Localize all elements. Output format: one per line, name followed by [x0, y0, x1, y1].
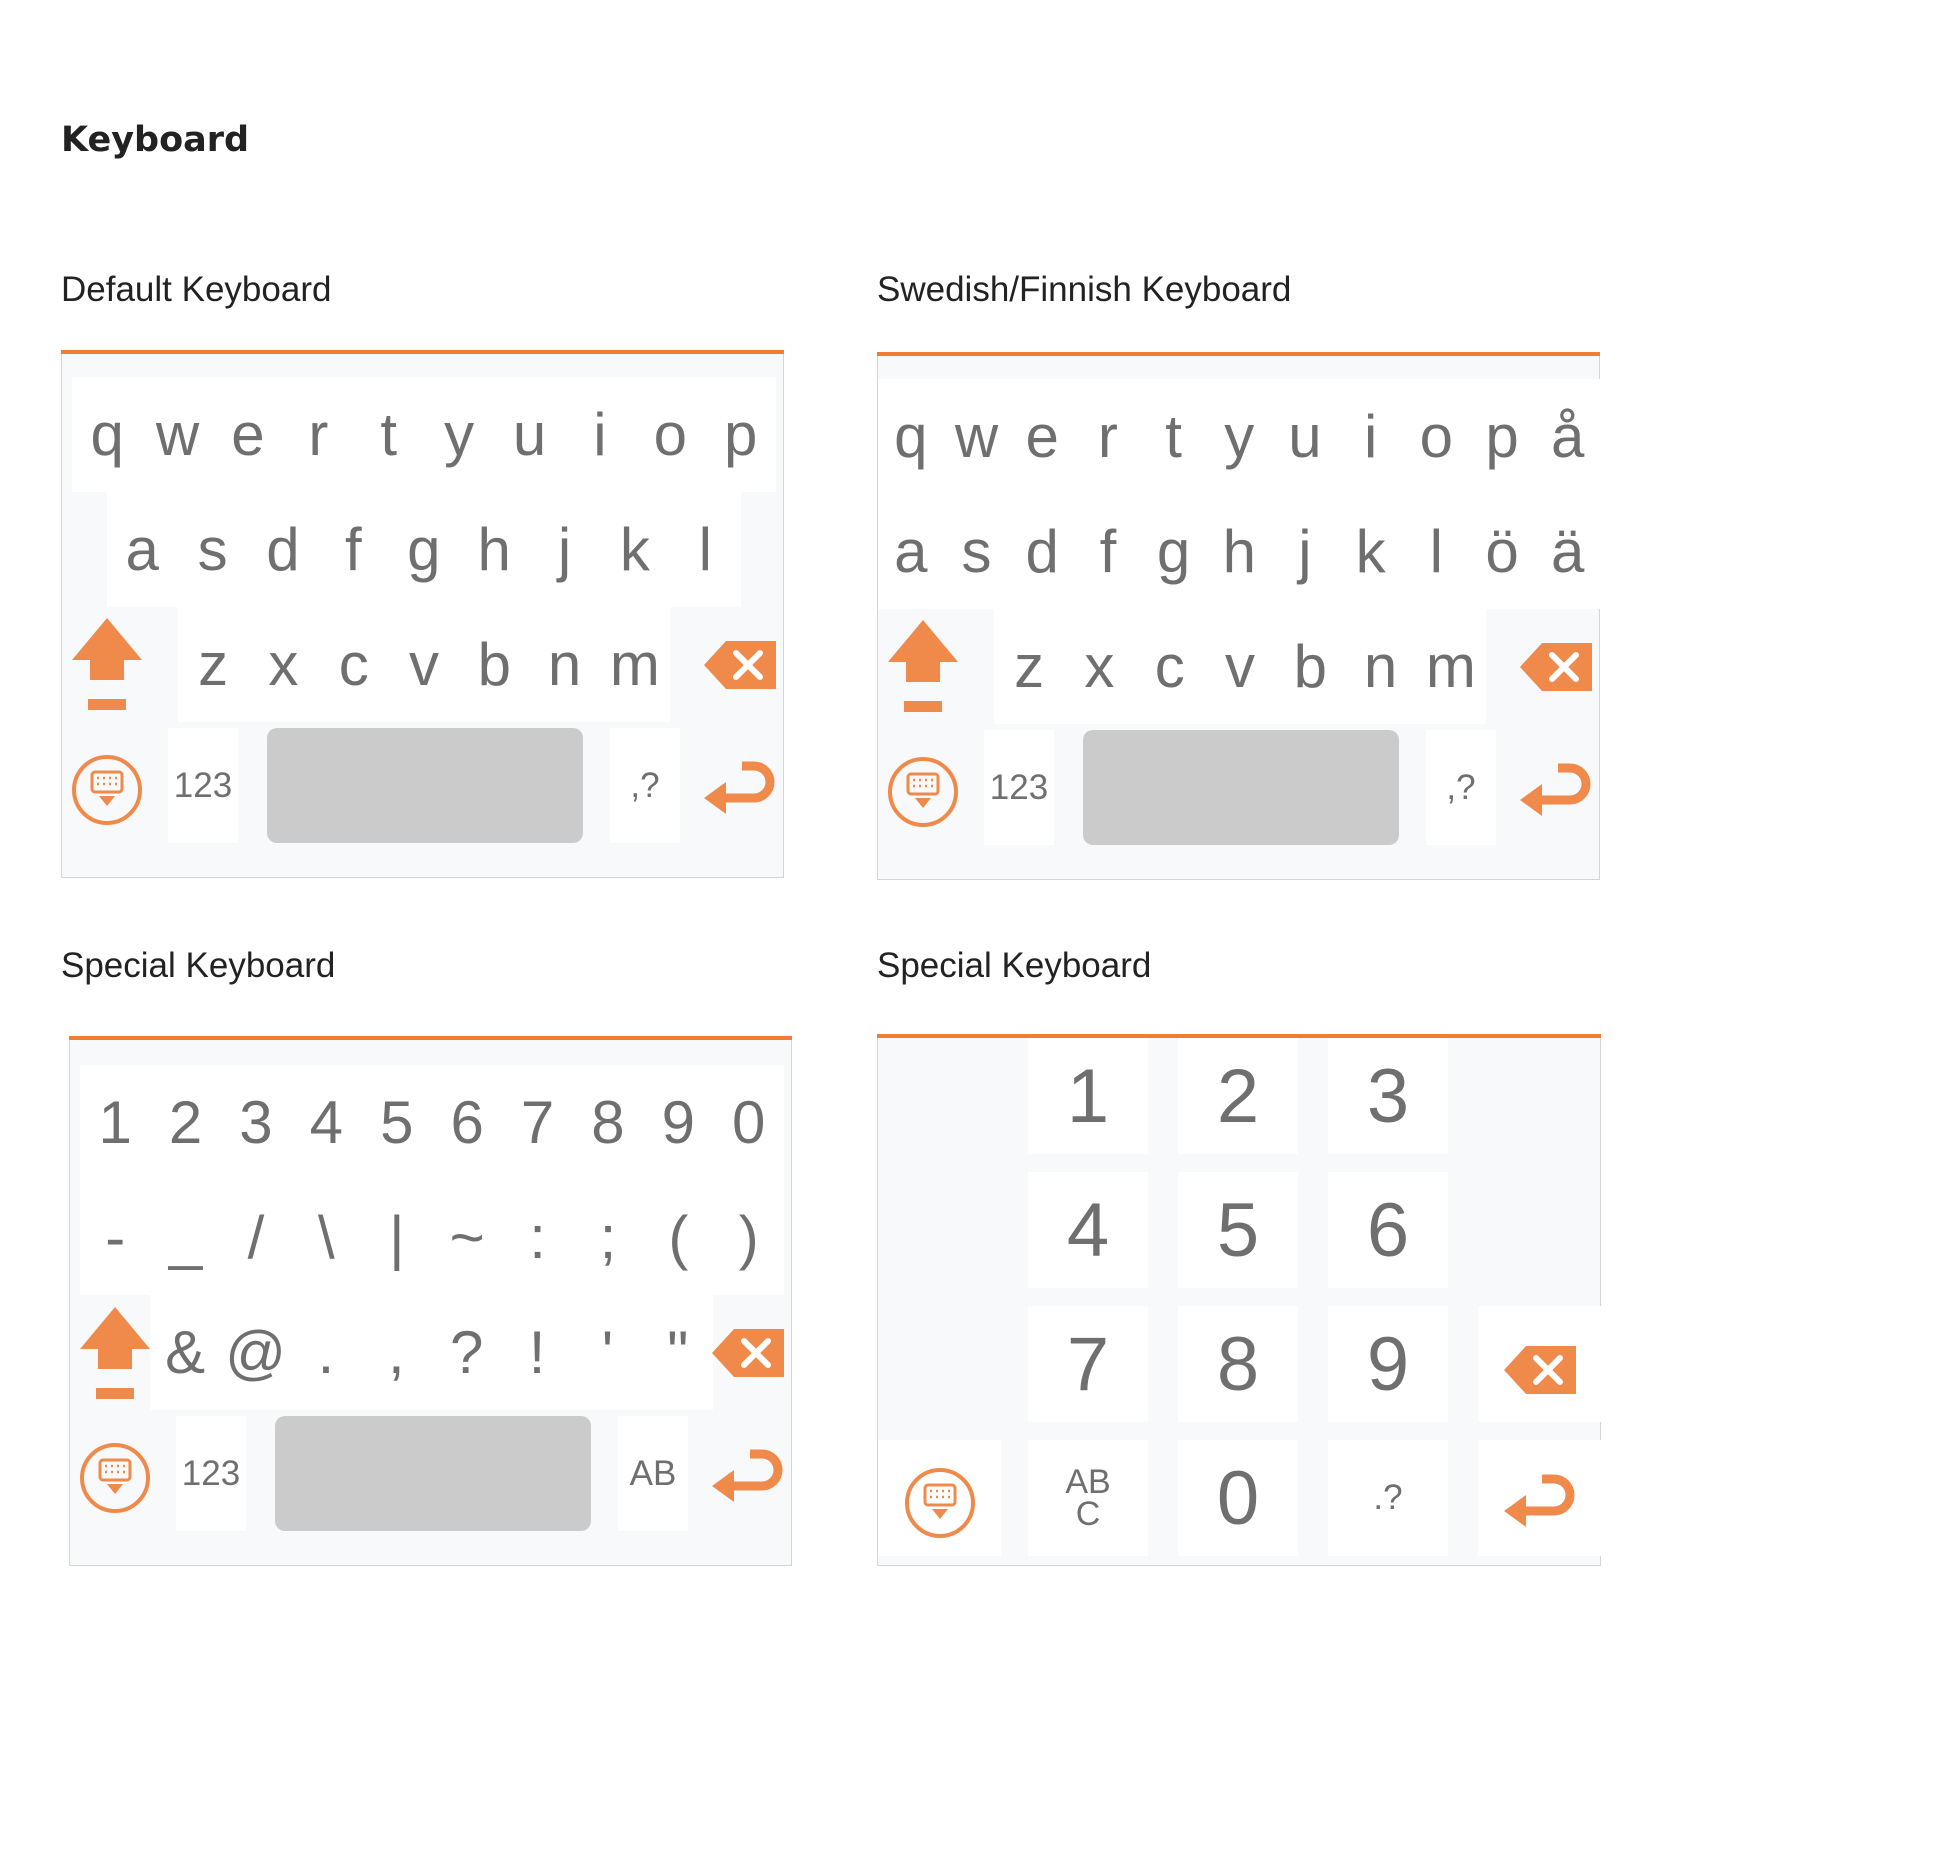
key-c[interactable]: c — [1135, 609, 1205, 724]
key-row-2 — [107, 492, 741, 607]
key-x[interactable]: x — [1064, 609, 1134, 724]
key-m[interactable]: m — [600, 607, 670, 722]
key-p[interactable]: p — [1469, 379, 1535, 494]
key-k[interactable]: k — [1338, 494, 1404, 609]
punctuation-key[interactable]: ,? — [1426, 730, 1496, 845]
key-5[interactable]: 5 — [1178, 1172, 1298, 1288]
key-row-3 — [178, 607, 670, 722]
key-e[interactable]: e — [213, 377, 283, 492]
page-title: Keyboard — [61, 120, 250, 160]
special-keyboard-title: Special Keyboard — [61, 946, 336, 985]
backspace-icon — [704, 641, 776, 689]
key-8[interactable]: 8 — [573, 1065, 643, 1180]
key-r[interactable]: r — [283, 377, 353, 492]
key-4[interactable]: 4 — [291, 1065, 361, 1180]
key-o[interactable]: o — [635, 377, 705, 492]
shift-arrow-icon — [72, 618, 142, 713]
shift-key[interactable] — [67, 615, 147, 715]
swedish-finnish-keyboard — [877, 352, 1600, 880]
numbers-key[interactable]: 123 — [176, 1416, 246, 1531]
key-b[interactable]: b — [459, 607, 529, 722]
special-symbols-keyboard — [69, 1036, 792, 1566]
hide-keyboard-key[interactable] — [67, 750, 147, 830]
numbers-key[interactable]: 123 — [984, 730, 1054, 845]
key-pipe[interactable]: | — [362, 1180, 432, 1295]
key-h[interactable]: h — [1206, 494, 1272, 609]
swedish-keyboard-title: Swedish/Finnish Keyboard — [877, 270, 1292, 309]
key-j[interactable]: j — [1272, 494, 1338, 609]
key-t[interactable]: t — [354, 377, 424, 492]
key-v[interactable]: v — [1205, 609, 1275, 724]
key-at[interactable]: @ — [220, 1295, 290, 1410]
key-r[interactable]: r — [1075, 379, 1141, 494]
hide-keyboard-icon — [904, 1467, 976, 1539]
key-underscore[interactable]: _ — [150, 1180, 220, 1295]
backspace-icon — [1504, 1346, 1576, 1394]
backspace-icon — [1520, 643, 1592, 691]
key-z[interactable]: z — [178, 607, 248, 722]
alphabet-key[interactable]: AB — [618, 1416, 688, 1531]
hide-keyboard-key[interactable] — [883, 752, 963, 832]
key-q[interactable]: q — [72, 377, 142, 492]
key-i[interactable]: i — [565, 377, 635, 492]
punctuation-key[interactable]: ,? — [610, 728, 680, 843]
key-f[interactable]: f — [318, 492, 388, 607]
alphabet-key[interactable] — [1028, 1440, 1148, 1556]
numpad-keyboard-title: Special Keyboard — [877, 946, 1152, 985]
key-semicolon[interactable]: ; — [573, 1180, 643, 1295]
key-n[interactable]: n — [1345, 609, 1415, 724]
key-f[interactable]: f — [1075, 494, 1141, 609]
backspace-key[interactable] — [1518, 637, 1594, 697]
key-d[interactable]: d — [248, 492, 318, 607]
key-0[interactable]: 0 — [1178, 1440, 1298, 1556]
key-m[interactable]: m — [1416, 609, 1486, 724]
key-row-1 — [80, 1065, 784, 1180]
key-k[interactable]: k — [600, 492, 670, 607]
key-s[interactable]: s — [944, 494, 1010, 609]
key-y[interactable]: y — [1206, 379, 1272, 494]
key-x[interactable]: x — [248, 607, 318, 722]
key-z[interactable]: z — [994, 609, 1064, 724]
backspace-icon — [712, 1329, 784, 1377]
hide-keyboard-key[interactable] — [878, 1440, 1001, 1556]
key-t[interactable]: t — [1141, 379, 1207, 494]
key-9[interactable]: 9 — [1328, 1306, 1448, 1422]
enter-key[interactable] — [710, 1443, 786, 1509]
key-e[interactable]: e — [1009, 379, 1075, 494]
backspace-key[interactable] — [702, 635, 778, 695]
key-row-2 — [80, 1180, 784, 1295]
shift-arrow-icon — [888, 620, 958, 715]
key-v[interactable]: v — [389, 607, 459, 722]
key-7[interactable]: 7 — [1028, 1306, 1148, 1422]
alphabet-key-line1: AB — [1065, 1463, 1111, 1501]
key-9[interactable]: 9 — [643, 1065, 713, 1180]
key-colon[interactable]: : — [502, 1180, 572, 1295]
enter-return-icon — [1520, 762, 1592, 818]
key-q[interactable]: q — [878, 379, 944, 494]
key-i[interactable]: i — [1338, 379, 1404, 494]
key-w[interactable]: w — [142, 377, 212, 492]
key-g[interactable]: g — [389, 492, 459, 607]
key-1[interactable]: 1 — [1028, 1038, 1148, 1154]
key-o-umlaut[interactable]: ö — [1469, 494, 1535, 609]
hide-keyboard-icon — [79, 1442, 151, 1514]
enter-return-icon — [1504, 1473, 1576, 1529]
key-5[interactable]: 5 — [362, 1065, 432, 1180]
key-tilde[interactable]: ~ — [432, 1180, 502, 1295]
key-d[interactable]: d — [1009, 494, 1075, 609]
hide-keyboard-icon — [71, 754, 143, 826]
key-3[interactable]: 3 — [1328, 1038, 1448, 1154]
key-c[interactable]: c — [319, 607, 389, 722]
key-close-paren[interactable]: ) — [714, 1180, 784, 1295]
key-row-3 — [994, 609, 1486, 724]
space-bar[interactable] — [275, 1416, 591, 1531]
default-keyboard-title: Default Keyboard — [61, 270, 332, 309]
key-b[interactable]: b — [1275, 609, 1345, 724]
key-a[interactable]: a — [878, 494, 944, 609]
alphabet-key-line2: C — [1075, 1495, 1101, 1533]
key-w[interactable]: w — [944, 379, 1010, 494]
key-hyphen[interactable]: - — [80, 1180, 150, 1295]
enter-key[interactable] — [1518, 757, 1594, 823]
key-7[interactable]: 7 — [502, 1065, 572, 1180]
backspace-key[interactable] — [1478, 1306, 1602, 1422]
punctuation-key[interactable]: .? — [1328, 1440, 1448, 1556]
key-y[interactable]: y — [424, 377, 494, 492]
numeric-keypad — [877, 1034, 1601, 1566]
shift-key[interactable] — [883, 617, 963, 717]
enter-return-icon — [712, 1448, 784, 1504]
key-l[interactable]: l — [670, 492, 740, 607]
keyboard-top-border — [61, 350, 784, 354]
key-2[interactable]: 2 — [150, 1065, 220, 1180]
shift-key[interactable] — [75, 1304, 155, 1404]
key-p[interactable]: p — [706, 377, 776, 492]
key-0[interactable]: 0 — [714, 1065, 784, 1180]
key-slash[interactable]: / — [221, 1180, 291, 1295]
key-8[interactable]: 8 — [1178, 1306, 1298, 1422]
key-a-ring[interactable]: å — [1535, 379, 1601, 494]
key-u[interactable]: u — [1272, 379, 1338, 494]
key-h[interactable]: h — [459, 492, 529, 607]
key-2[interactable]: 2 — [1178, 1038, 1298, 1154]
key-question[interactable]: ? — [432, 1295, 502, 1410]
numbers-key[interactable]: 123 — [168, 728, 238, 843]
shift-arrow-icon — [80, 1307, 150, 1402]
key-3[interactable]: 3 — [221, 1065, 291, 1180]
key-apostrophe[interactable]: ' — [572, 1295, 642, 1410]
space-bar[interactable] — [267, 728, 583, 843]
key-6[interactable]: 6 — [432, 1065, 502, 1180]
backspace-key[interactable] — [710, 1323, 786, 1383]
key-l[interactable]: l — [1404, 494, 1470, 609]
key-a[interactable]: a — [107, 492, 177, 607]
key-ampersand[interactable]: & — [150, 1295, 220, 1410]
enter-return-icon — [704, 760, 776, 816]
key-a-umlaut[interactable]: ä — [1535, 494, 1601, 609]
enter-key[interactable] — [1478, 1440, 1602, 1556]
key-g[interactable]: g — [1141, 494, 1207, 609]
key-u[interactable]: u — [494, 377, 564, 492]
keyboard-top-border — [877, 352, 1600, 356]
key-row-3 — [150, 1295, 713, 1410]
key-double-quote[interactable]: " — [643, 1295, 713, 1410]
hide-keyboard-key[interactable] — [75, 1438, 155, 1518]
key-4[interactable]: 4 — [1028, 1172, 1148, 1288]
key-s[interactable]: s — [177, 492, 247, 607]
hide-keyboard-icon — [887, 756, 959, 828]
key-n[interactable]: n — [529, 607, 599, 722]
keyboard-top-border — [69, 1036, 792, 1040]
key-backslash[interactable]: \ — [291, 1180, 361, 1295]
space-bar[interactable] — [1083, 730, 1399, 845]
key-row-1 — [72, 377, 776, 492]
key-row-2 — [878, 494, 1601, 609]
key-o[interactable]: o — [1404, 379, 1470, 494]
key-period[interactable]: . — [291, 1295, 361, 1410]
key-6[interactable]: 6 — [1328, 1172, 1448, 1288]
key-j[interactable]: j — [529, 492, 599, 607]
default-keyboard — [61, 350, 784, 878]
key-1[interactable]: 1 — [80, 1065, 150, 1180]
key-comma[interactable]: , — [361, 1295, 431, 1410]
key-open-paren[interactable]: ( — [643, 1180, 713, 1295]
key-row-1 — [878, 379, 1601, 494]
enter-key[interactable] — [702, 755, 778, 821]
key-exclamation[interactable]: ! — [502, 1295, 572, 1410]
